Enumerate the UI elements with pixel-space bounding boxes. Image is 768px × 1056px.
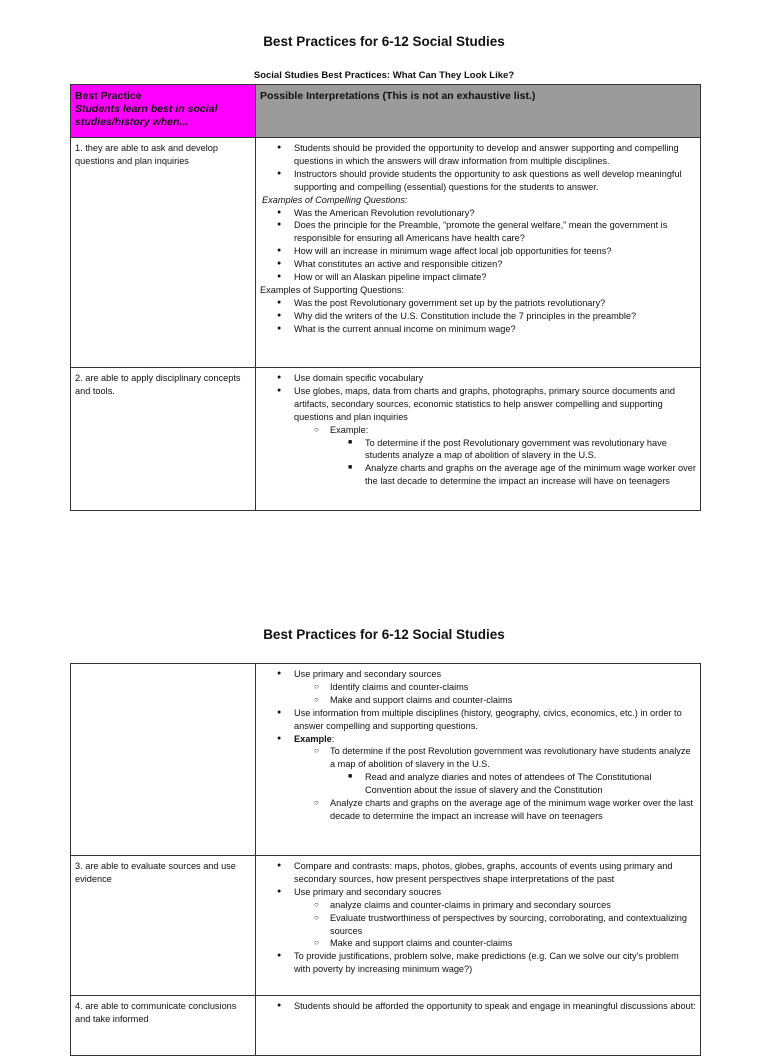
list-item: ● How will an increase in minimum wage affect local job opportunities for teens?: [260, 245, 696, 258]
list-item: ○ Make and support claims and counter-claims: [260, 937, 696, 950]
interpretation-cell: [256, 138, 701, 368]
list-item: ● How or will an Alaskan pipeline impact climate?: [260, 271, 696, 284]
practice-cell: 2. are able to apply disciplinary concepts and tools.: [71, 368, 256, 511]
list-item: ● Does the principle for the Preamble, “promote the general welfare,” mean the government is responsible for ensuring all Americans have health care?: [260, 219, 696, 245]
interpretation-cell: [256, 368, 701, 511]
list-item: ○ To determine if the post Revolution government was revolutionary have students analyze a map of abolition of slavery in the U.S.: [260, 745, 696, 771]
list-item: [260, 733, 696, 746]
list-item: ● What constitutes an active and responsible citizen?: [260, 258, 696, 271]
table-row: [71, 856, 701, 996]
list-item: ■ To determine if the post Revolutionary government was revolutionary have students analyze a map of abolition of slavery in the U.S.: [260, 437, 696, 463]
list-item: ○ Analyze charts and graphs on the average age of the minimum wage worker over the last decade to determine the impact an increase will have on teenagers: [260, 797, 696, 823]
list-item: ● Was the post Revolutionary government set up by the patriots revolutionary?: [260, 297, 696, 310]
list-item: ○ Example:: [260, 424, 696, 437]
list-item: ● Use domain specific vocabulary: [260, 372, 696, 385]
table-row: [71, 368, 701, 511]
page-title: Best Practices for 6-12 Social Studies: [263, 34, 505, 49]
table-row: [71, 138, 701, 368]
list-item: ● Students should be afforded the opportunity to speak and engage in meaningful discussions about:: [260, 1000, 696, 1013]
list-item: ● Use globes, maps, data from charts and graphs, photographs, primary source documents and artifacts, secondary sources, economic statistics to help answer compelling and supporting questions and plan inquiries: [260, 385, 696, 424]
list-item: ■ Read and analyze diaries and notes of attendees of The Constitutional Convention about the issue of slavery and the Constitution: [260, 771, 696, 797]
list-item: ● Was the American Revolution revolutionary?: [260, 207, 696, 220]
list-item: ● Use information from multiple disciplines (history, geography, civics, economics, etc.) in order to answer compelling and supporting questions.: [260, 707, 696, 733]
list-item: ○ analyze claims and counter-claims in primary and secondary sources: [260, 899, 696, 912]
example-label: Example: [294, 733, 332, 744]
practice-cell: [71, 664, 256, 856]
interpretation-cell: [256, 996, 701, 1056]
practice-cell: 3. are able to evaluate sources and use evidence: [71, 856, 256, 996]
table-row: [71, 664, 701, 856]
list-item: ● Use primary and secondary sources: [260, 668, 696, 681]
list-item: ● What is the current annual income on minimum wage?: [260, 323, 696, 336]
example-colon: :: [331, 733, 335, 744]
list-item: ● To provide justifications, problem solve, make predictions (e.g. Can we solve our city's problem with poverty by increasing minimum wage?): [260, 950, 696, 976]
interpretation-cell: [256, 664, 701, 856]
practice-cell: 4. are able to communicate conclusions and take informed: [71, 996, 256, 1056]
list-item: ● Why did the writers of the U.S. Constitution include the 7 principles in the preamble?: [260, 310, 696, 323]
list-item: ○ Evaluate trustworthiness of perspectives by sourcing, corroborating, and contextualizing sources: [260, 912, 696, 938]
header-best-practice-label: Best Practice: [75, 90, 142, 102]
header-best-practice-sub: Students learn best in social studies/history when...: [75, 103, 218, 128]
best-practices-table-continued: [70, 663, 701, 1056]
table-row: [71, 996, 701, 1056]
list-item: ■ Analyze charts and graphs on the average age of the minimum wage worker over the last decade to determine the impact an increase will have on teenagers: [260, 462, 696, 488]
table-header-row: [71, 85, 701, 138]
practice-cell: 1. they are able to ask and develop questions and plan inquiries: [71, 138, 256, 368]
list-item: ● Instructors should provide students the opportunity to ask questions as well develop meaningful supporting and compelling (essential) questions for the students to answer.: [260, 168, 696, 194]
interpretation-cell: [256, 856, 701, 996]
list-item: ● Compare and contrasts: maps, photos, globes, graphs, accounts of events using primary and secondary sources, how present perspectives shape interpretations of the past: [260, 860, 696, 886]
list-item: ○ Identify claims and counter-claims: [260, 681, 696, 694]
header-interpretations: Possible Interpretations (This is not an exhaustive list.): [256, 85, 701, 138]
compelling-heading: Examples of Compelling Questions:: [262, 194, 408, 205]
list-item: ● Students should be provided the opportunity to develop and answer supporting and compelling questions in which the answers will draw information from multiple disciplines.: [260, 142, 696, 168]
header-best-practice: [71, 85, 256, 138]
list-item: ○ Make and support claims and counter-claims: [260, 694, 696, 707]
supporting-heading: Examples of Supporting Questions:: [260, 284, 405, 295]
best-practices-table: [70, 84, 701, 511]
table-subtitle: Social Studies Best Practices: What Can They Look Like?: [253, 70, 515, 81]
list-item: ● Use primary and secondary soucres: [260, 886, 696, 899]
page-title: Best Practices for 6-12 Social Studies: [263, 627, 505, 642]
